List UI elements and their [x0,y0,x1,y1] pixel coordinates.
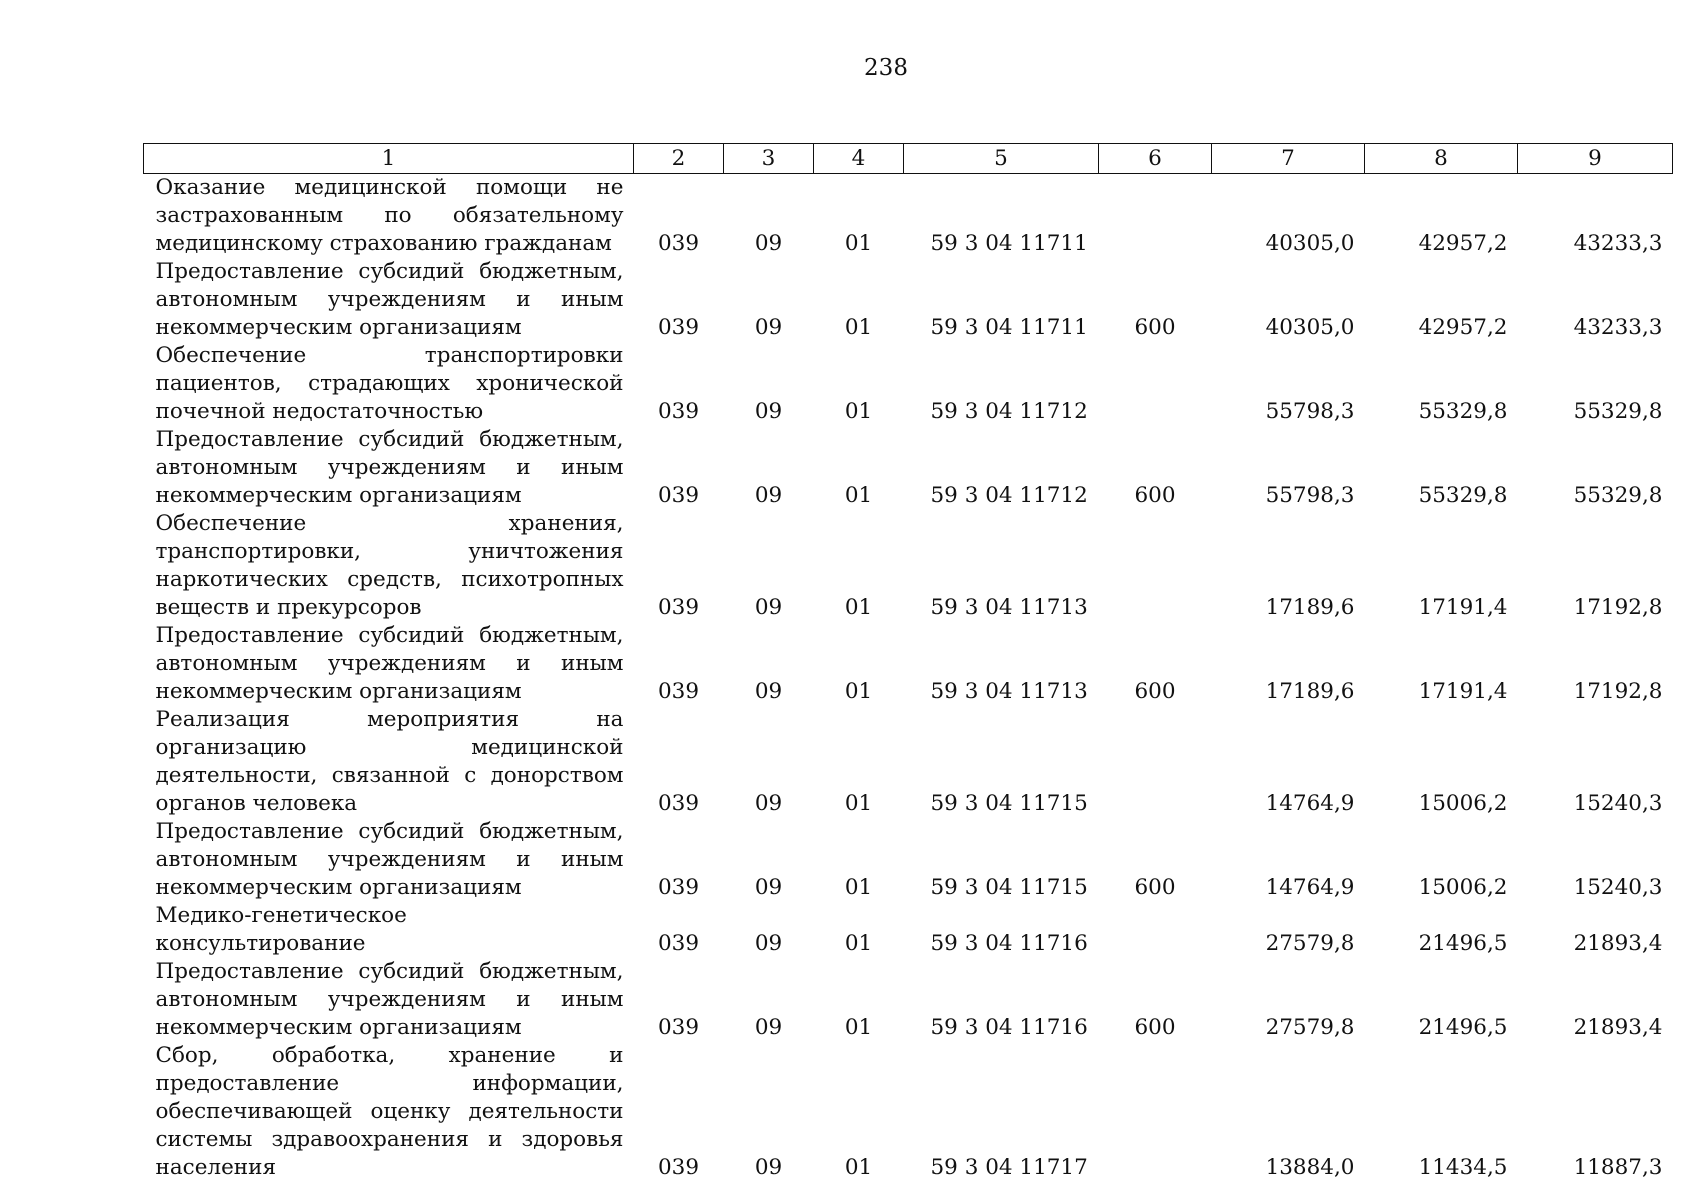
amount-year-2: 21496,5 [1418,1015,1508,1040]
row-description: Реализация мероприятия на организацию медицинской деятельности, связанной с донорством органов человека [155,707,624,816]
subsection-code: 01 [844,1155,873,1180]
amount-year-2: 11434,5 [1418,1155,1508,1180]
table-row [144,342,1673,426]
amount-year-3: 43233,3 [1573,231,1663,256]
subsection-code: 01 [844,595,873,620]
amount-year-3: 55329,8 [1573,483,1663,508]
amount-year-1: 55798,3 [1265,399,1355,424]
table-row [144,258,1673,342]
amount-year-3: 21893,4 [1573,931,1663,956]
amount-year-3: 21893,4 [1573,1015,1663,1040]
amount-year-2: 17191,4 [1418,595,1508,620]
subsection-code: 01 [844,483,873,508]
target-article-code: 59 3 04 11713 [930,679,1088,704]
table-row [144,174,1673,259]
row-description: Медико-генетическое консультирование [155,903,407,956]
amount-year-1: 14764,9 [1265,875,1355,900]
subsection-code: 01 [844,399,873,424]
target-article-code: 59 3 04 11715 [930,791,1088,816]
amount-year-1: 40305,0 [1265,231,1355,256]
row-description: Предоставление субсидий бюджетным, автономным учреждениям и иным некоммерческим организациям [155,259,624,340]
ministry-code: 039 [657,483,700,508]
amount-year-1: 27579,8 [1265,1015,1355,1040]
subsection-code: 01 [844,1015,873,1040]
row-description: Сбор, обработка, хранение и предоставление информации, обеспечивающей оценку деятельности системы здравоохранения и здоровья населения [155,1043,624,1180]
amount-year-1: 17189,6 [1265,679,1355,704]
table-row [144,1042,1673,1182]
column-header: 5 [904,144,1099,174]
target-article-code: 59 3 04 11717 [930,1155,1088,1180]
expense-type-code: 600 [1134,315,1176,340]
subsection-code: 01 [844,231,873,256]
table-row [144,622,1673,706]
ministry-code: 039 [657,1015,700,1040]
amount-year-2: 15006,2 [1418,875,1508,900]
amount-year-2: 42957,2 [1418,231,1508,256]
subsection-code: 01 [844,791,873,816]
ministry-code: 039 [657,315,700,340]
expense-type-code: 600 [1134,679,1176,704]
table-row [144,818,1673,902]
ministry-code: 039 [657,595,700,620]
section-code: 09 [754,791,783,816]
amount-year-1: 40305,0 [1265,315,1355,340]
subsection-code: 01 [844,679,873,704]
section-code: 09 [754,315,783,340]
subsection-code: 01 [844,315,873,340]
amount-year-2: 21496,5 [1418,931,1508,956]
section-code: 09 [754,679,783,704]
row-description: Предоставление субсидий бюджетным, автономным учреждениям и иным некоммерческим организациям [155,623,624,704]
ministry-code: 039 [657,1155,700,1180]
section-code: 09 [754,1155,783,1180]
column-header: 8 [1365,144,1518,174]
expense-type-code: 600 [1134,875,1176,900]
section-code: 09 [754,483,783,508]
amount-year-2: 17191,4 [1418,679,1508,704]
ministry-code: 039 [657,875,700,900]
row-description: Обеспечение транспортировки пациентов, страдающих хронической почечной недостаточностью [155,343,624,424]
section-code: 09 [754,399,783,424]
expense-type-code [1099,342,1212,426]
amount-year-1: 55798,3 [1265,483,1355,508]
ministry-code: 039 [657,791,700,816]
table-row [144,706,1673,818]
table-row [144,510,1673,622]
ministry-code: 039 [657,399,700,424]
amount-year-1: 14764,9 [1265,791,1355,816]
expense-type-code [1099,902,1212,958]
section-code: 09 [754,595,783,620]
page-number: 238 [864,55,908,81]
amount-year-1: 27579,8 [1265,931,1355,956]
row-description: Обеспечение хранения, транспортировки, уничтожения наркотических средств, психотропных веществ и прекурсоров [155,511,624,620]
amount-year-2: 42957,2 [1418,315,1508,340]
amount-year-2: 15006,2 [1418,791,1508,816]
target-article-code: 59 3 04 11712 [930,399,1088,424]
amount-year-3: 15240,3 [1573,791,1663,816]
ministry-code: 039 [657,231,700,256]
table-row [144,902,1673,958]
amount-year-3: 17192,8 [1573,595,1663,620]
table-row [144,426,1673,510]
section-code: 09 [754,231,783,256]
expense-type-code [1099,174,1212,259]
header-row [144,144,1673,174]
expense-type-code [1099,510,1212,622]
ministry-code: 039 [657,931,700,956]
ministry-code: 039 [657,679,700,704]
target-article-code: 59 3 04 11712 [930,483,1088,508]
target-article-code: 59 3 04 11711 [930,315,1088,340]
amount-year-3: 55329,8 [1573,399,1663,424]
amount-year-3: 17192,8 [1573,679,1663,704]
column-header: 6 [1099,144,1212,174]
budget-table [143,143,1673,1182]
expense-type-code [1099,706,1212,818]
amount-year-1: 13884,0 [1265,1155,1355,1180]
target-article-code: 59 3 04 11715 [930,875,1088,900]
amount-year-1: 17189,6 [1265,595,1355,620]
target-article-code: 59 3 04 11713 [930,595,1088,620]
amount-year-3: 43233,3 [1573,315,1663,340]
amount-year-3: 15240,3 [1573,875,1663,900]
row-description: Оказание медицинской помощи не застрахованным по обязательному медицинскому страхованию гражданам [155,175,624,256]
section-code: 09 [754,931,783,956]
expense-type-code: 600 [1134,1015,1176,1040]
column-header: 2 [634,144,724,174]
amount-year-3: 11887,3 [1573,1155,1663,1180]
column-header: 9 [1518,144,1673,174]
expense-type-code [1099,1042,1212,1182]
row-description: Предоставление субсидий бюджетным, автономным учреждениям и иным некоммерческим организациям [155,427,624,508]
section-code: 09 [754,875,783,900]
amount-year-2: 55329,8 [1418,483,1508,508]
column-header: 4 [814,144,904,174]
target-article-code: 59 3 04 11716 [930,1015,1088,1040]
column-header: 1 [144,144,634,174]
subsection-code: 01 [844,931,873,956]
subsection-code: 01 [844,875,873,900]
target-article-code: 59 3 04 11711 [930,231,1088,256]
table-row [144,958,1673,1042]
row-description: Предоставление субсидий бюджетным, автономным учреждениям и иным некоммерческим организациям [155,819,624,900]
column-header: 7 [1212,144,1365,174]
section-code: 09 [754,1015,783,1040]
row-description: Предоставление субсидий бюджетным, автономным учреждениям и иным некоммерческим организациям [155,959,624,1040]
column-header: 3 [724,144,814,174]
amount-year-2: 55329,8 [1418,399,1508,424]
target-article-code: 59 3 04 11716 [930,931,1088,956]
expense-type-code: 600 [1134,483,1176,508]
